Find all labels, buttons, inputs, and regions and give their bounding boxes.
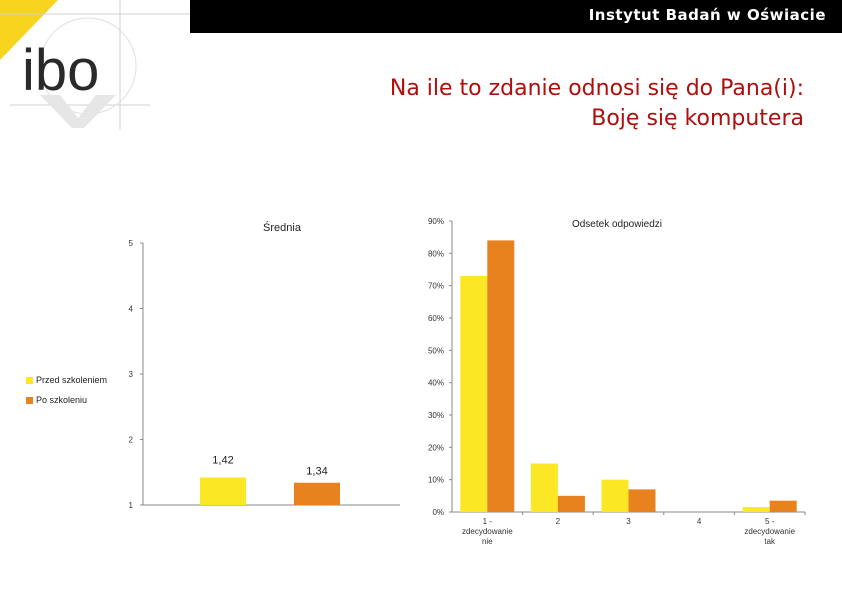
legend-label-after: Po szkoleniu: [36, 395, 88, 405]
x-tick-label-line: 4: [696, 517, 702, 526]
x-tick-label: [556, 517, 561, 526]
y-tick-label: 20%: [427, 443, 444, 453]
y-tick-label: 5: [128, 239, 133, 248]
y-tick-label: 2: [128, 435, 133, 445]
y-tick-label: 80%: [427, 249, 444, 259]
x-tick-label: [462, 517, 513, 546]
mean-chart: [129, 221, 400, 510]
bar-before: [743, 507, 770, 512]
bar-before: [200, 477, 246, 505]
bar-before: [460, 276, 487, 512]
title-line-1: Na ile to zdanie odnosi się do Pana(i):: [389, 76, 804, 101]
y-tick-label: 1: [128, 501, 133, 510]
x-tick-label-line: zdecydowanie: [461, 527, 513, 536]
data-label: 1,42: [212, 454, 234, 467]
bar-after: [294, 483, 340, 505]
y-tick-label: 0%: [432, 508, 444, 517]
institute-name: Instytut Badań w Oświacie: [588, 6, 826, 24]
bar-after: [629, 489, 656, 512]
bar-after: [558, 496, 585, 512]
y-tick-label: 40%: [427, 378, 444, 388]
x-tick-label-line: 5 -: [765, 517, 775, 526]
title-line-2: Boję się komputera: [591, 106, 804, 131]
bar-before: [602, 480, 629, 512]
chart-title: Odsetek odpowiedzi: [571, 219, 663, 230]
y-tick-label: 60%: [427, 314, 444, 323]
y-tick-label: 10%: [427, 475, 444, 485]
y-tick-label: 50%: [427, 346, 444, 356]
y-tick-label: 90%: [427, 217, 444, 226]
chart-title: Średnia: [263, 222, 301, 234]
bar-after: [487, 240, 514, 512]
x-tick-label-line: 2: [555, 517, 561, 526]
y-tick-label: 30%: [427, 411, 444, 420]
x-tick-label: [626, 517, 631, 526]
x-tick-label-line: zdecydowanie: [744, 527, 796, 536]
x-tick-label: [744, 517, 795, 546]
percent-chart: [428, 217, 805, 546]
x-tick-label-line: nie: [481, 537, 493, 546]
legend-label-before: Przed szkoleniem: [36, 375, 108, 385]
logo-text: ibo: [22, 38, 100, 103]
bar-before: [531, 464, 558, 513]
x-tick-label-line: 1 -: [482, 517, 492, 526]
y-tick-label: 4: [128, 304, 133, 314]
x-tick-label-line: tak: [764, 537, 776, 546]
x-tick-label: [697, 517, 702, 526]
y-tick-label: 70%: [427, 281, 444, 291]
x-tick-label-line: 3: [626, 517, 631, 526]
data-label: 1,34: [306, 465, 328, 478]
y-tick-label: 3: [128, 370, 133, 379]
bar-after: [770, 501, 797, 512]
